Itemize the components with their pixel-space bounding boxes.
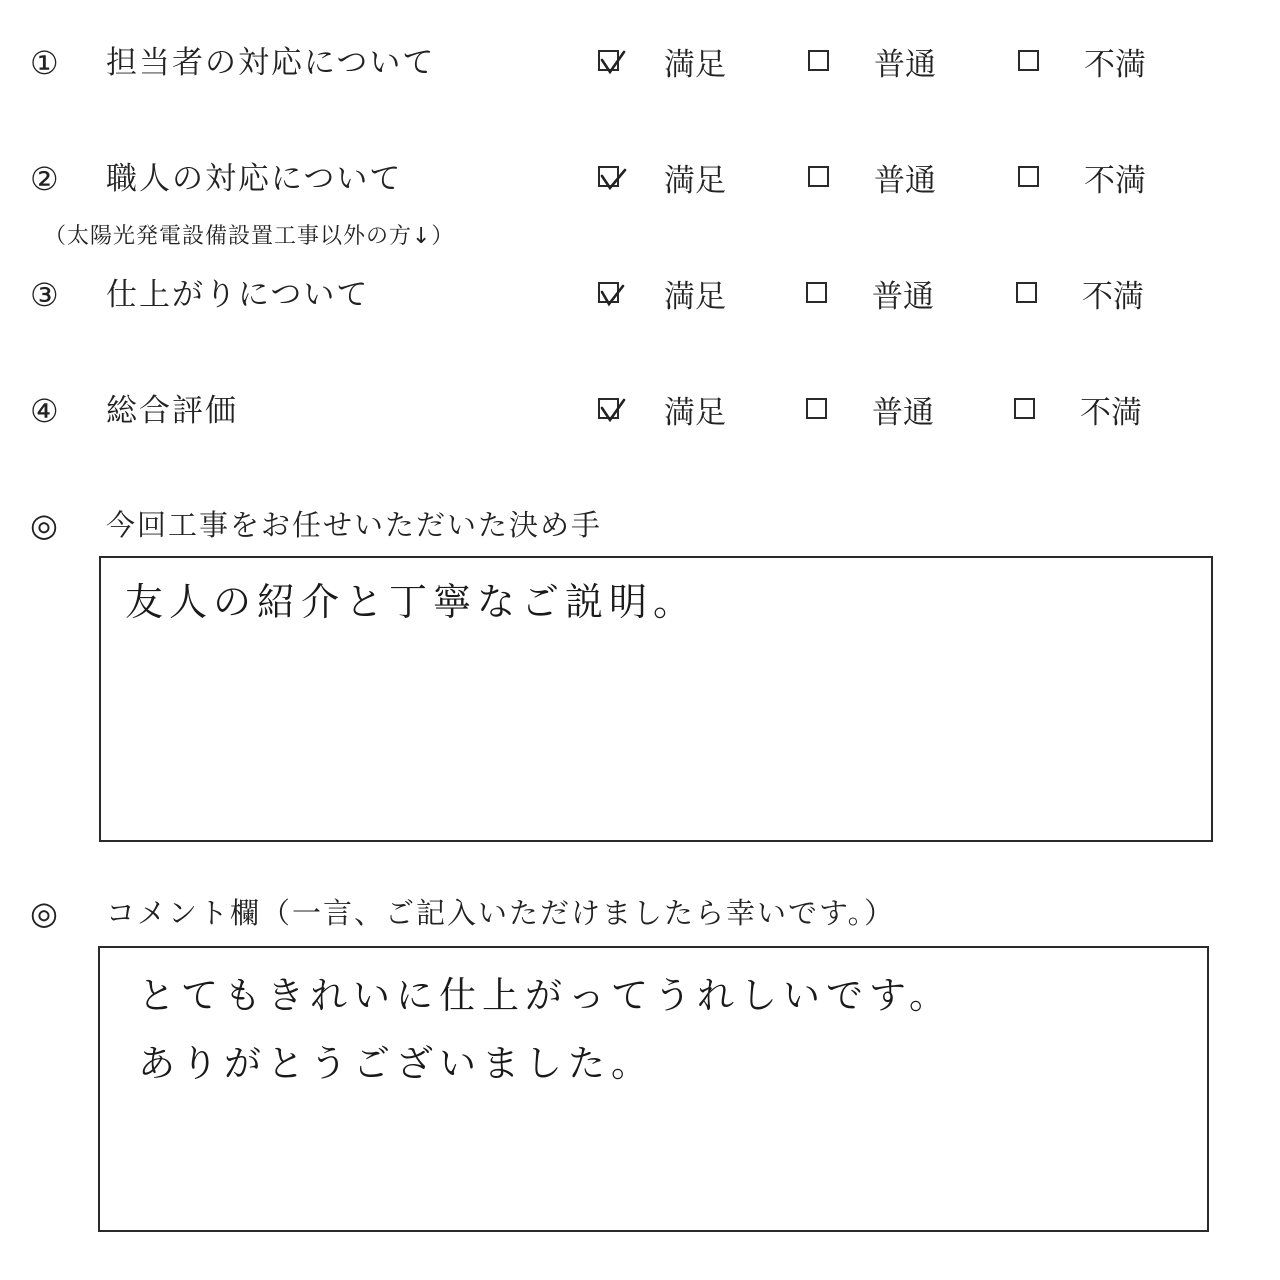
note-text: （太陽光発電設備設置工事以外の方↓） (44, 224, 455, 249)
double-circle-icon: ◎ (30, 894, 58, 932)
option-label: 不満 (1080, 395, 1142, 431)
question-row-2 (0, 154, 1280, 204)
question-number: ② (30, 160, 59, 198)
section-title-text: コメント欄（一言、ご記入いただけましたら幸いです。） (106, 896, 896, 930)
option-label: 普通 (874, 163, 936, 199)
section-comment-title (0, 888, 1280, 938)
option-label: 不満 (1082, 279, 1144, 315)
checkbox-unchecked[interactable] (1016, 282, 1037, 303)
checkbox-unchecked[interactable] (808, 50, 829, 71)
comment-answer-line-2: ありがとうございました。 (138, 1042, 654, 1085)
comment-answer-line-1: とてもきれいに仕上がってうれしいです。 (138, 974, 953, 1017)
question-row-1 (0, 38, 1280, 88)
check-mark-icon (598, 278, 628, 308)
check-mark-icon (598, 394, 628, 424)
question-label: 職人の対応について (106, 161, 403, 197)
comment-answer-box[interactable] (98, 946, 1209, 1232)
question-row-3 (0, 270, 1280, 320)
checkbox-checked[interactable] (598, 398, 619, 419)
deciding-answer-box[interactable] (99, 556, 1213, 842)
option-label: 不満 (1084, 47, 1146, 83)
checkbox-checked[interactable] (598, 282, 619, 303)
checkbox-unchecked[interactable] (808, 166, 829, 187)
option-label: 普通 (872, 395, 934, 431)
deciding-answer-text: 友人の紹介と丁寧なご説明。 (125, 580, 698, 624)
question-number: ① (30, 44, 59, 82)
option-label: 不満 (1084, 163, 1146, 199)
checkbox-unchecked[interactable] (1018, 50, 1039, 71)
option-label: 満足 (664, 279, 726, 315)
section-deciding-title (0, 500, 1280, 550)
question-label: 担当者の対応について (106, 45, 436, 81)
question-number: ④ (30, 392, 59, 430)
question-label: 総合評価 (106, 393, 238, 429)
double-circle-icon: ◎ (30, 506, 58, 544)
checkbox-unchecked[interactable] (1018, 166, 1039, 187)
checkbox-unchecked[interactable] (806, 398, 827, 419)
question-number: ③ (30, 276, 59, 314)
check-mark-icon (598, 162, 628, 192)
question-label: 仕上がりについて (106, 277, 370, 313)
option-label: 満足 (664, 163, 726, 199)
checkbox-unchecked[interactable] (1014, 398, 1035, 419)
checkbox-checked[interactable] (598, 166, 619, 187)
option-label: 満足 (664, 47, 726, 83)
option-label: 普通 (874, 47, 936, 83)
option-label: 普通 (872, 279, 934, 315)
option-label: 満足 (664, 395, 726, 431)
checkbox-unchecked[interactable] (806, 282, 827, 303)
check-mark-icon (598, 46, 628, 76)
question-row-4 (0, 386, 1280, 436)
checkbox-checked[interactable] (598, 50, 619, 71)
section-title-text: 今回工事をお任せいただいた決め手 (106, 508, 603, 542)
